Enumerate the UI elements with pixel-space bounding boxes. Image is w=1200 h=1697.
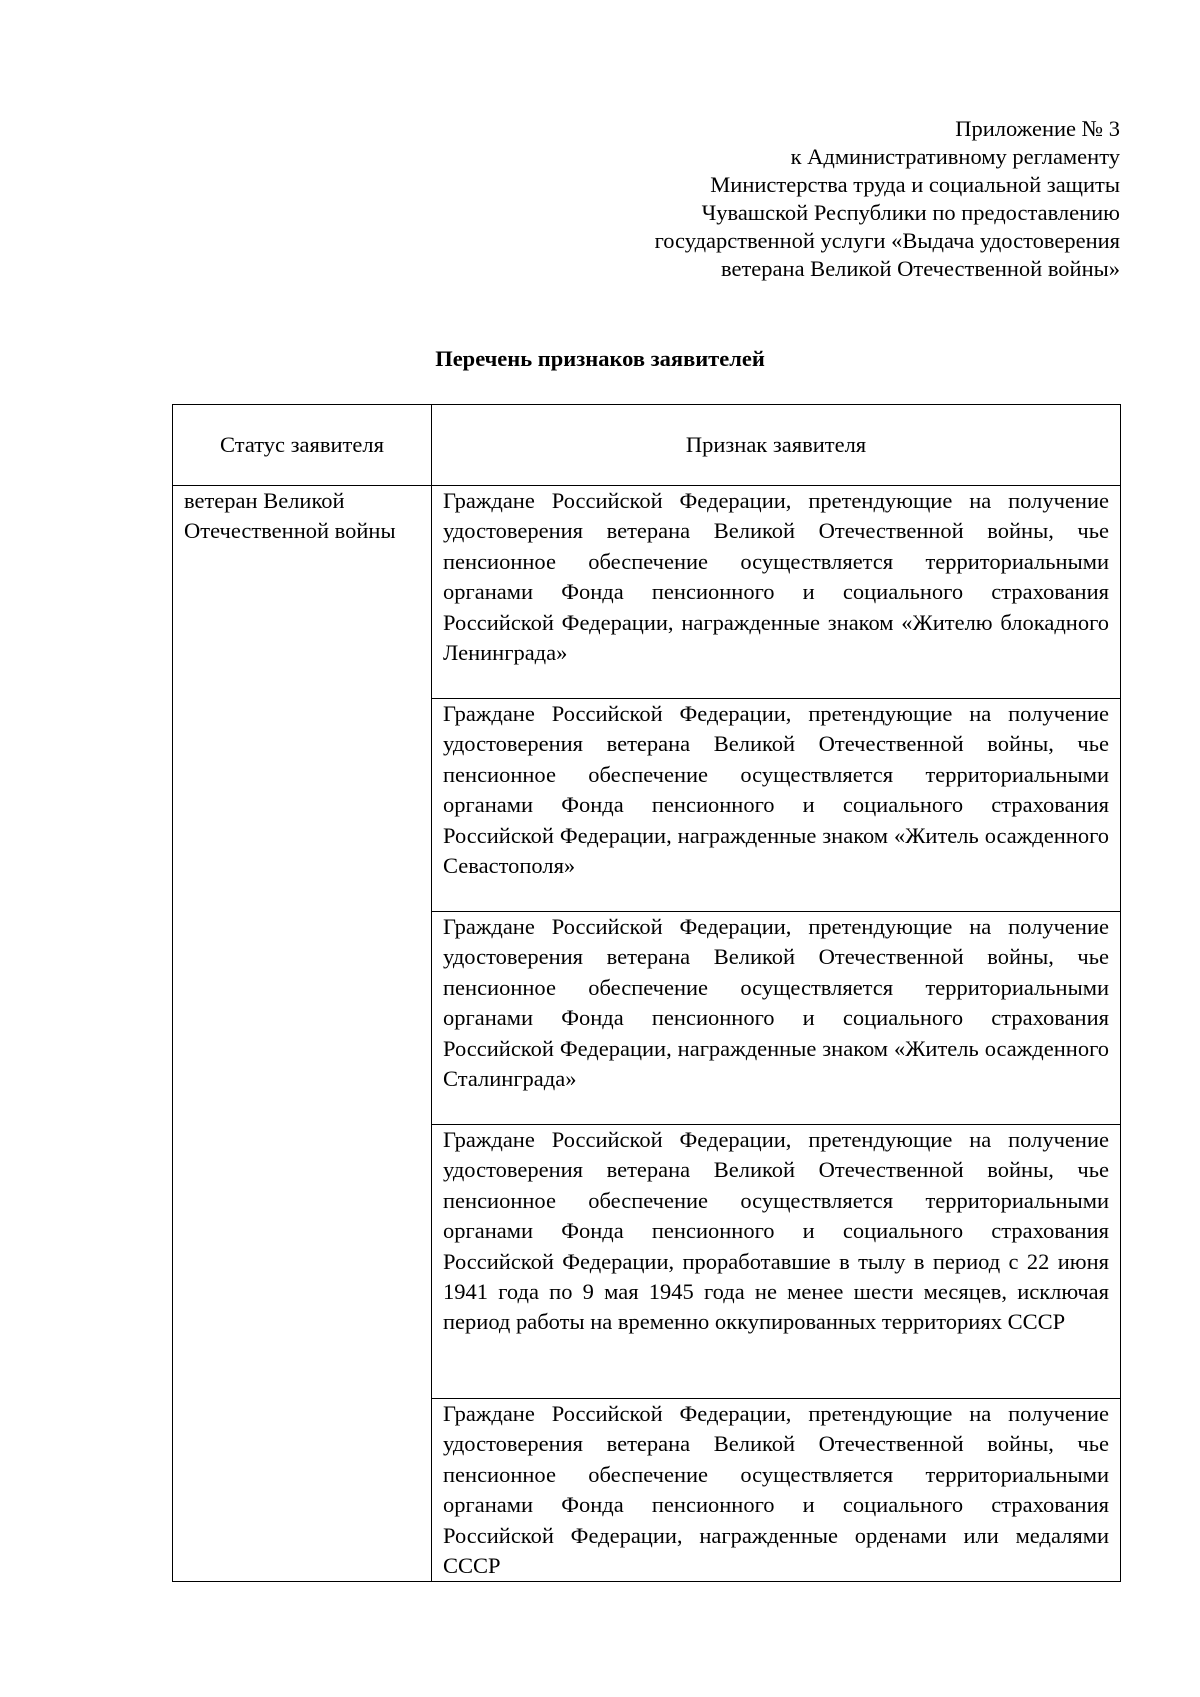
feature-cell: Граждане Российской Федерации, претендующие на получение удостоверения ветерана Великой Отечественной войны, чье пенсионное обеспечение осуществляется территориальными органами Фонда пенсионного и социального страхования Российской Федерации, награжденные знаком «Житель осажденного Севастополя» — [432, 699, 1121, 912]
appendix-line: Приложение № 3 — [955, 116, 1120, 141]
header-status: Статус заявителя — [173, 405, 432, 486]
header-feature: Признак заявителя — [432, 405, 1121, 486]
table-header-row — [173, 405, 1121, 486]
appendix-line: к Административному регламенту — [790, 144, 1120, 169]
appendix-line: государственной услуги «Выдача удостоверения — [654, 228, 1120, 253]
document-title: Перечень признаков заявителей — [435, 346, 765, 371]
feature-cell: Граждане Российской Федерации, претендующие на получение удостоверения ветерана Великой Отечественной войны, чье пенсионное обеспечение осуществляется территориальными органами Фонда пенсионного и социального страхования Российской Федерации, награжденные знаком «Житель осажденного Сталинграда» — [432, 912, 1121, 1125]
appendix-line: Чувашской Республики по предоставлению — [701, 200, 1120, 225]
feature-cell: Граждане Российской Федерации, претендующие на получение удостоверения ветерана Великой Отечественной войны, чье пенсионное обеспечение осуществляется территориальными органами Фонда пенсионного и социального страхования Российской Федерации, награжденные знаком «Жителю блокадного Ленинграда» — [432, 486, 1121, 699]
appendix-header — [500, 115, 1120, 283]
table-row — [173, 486, 1121, 699]
applicant-features-table — [172, 404, 1121, 1582]
appendix-line: ветерана Великой Отечественной войны» — [721, 256, 1120, 281]
status-cell: ветеран Великой Отечественной войны — [173, 486, 432, 1582]
feature-cell: Граждане Российской Федерации, претендующие на получение удостоверения ветерана Великой Отечественной войны, чье пенсионное обеспечение осуществляется территориальными органами Фонда пенсионного и социального страхования Российской Федерации, проработавшие в тылу в период с 22 июня 1941 года по 9 мая 1945 года не менее шести месяцев, исключая период работы на временно оккупированных территориях СССР — [432, 1125, 1121, 1399]
appendix-line: Министерства труда и социальной защиты — [710, 172, 1120, 197]
feature-cell: Граждане Российской Федерации, претендующие на получение удостоверения ветерана Великой Отечественной войны, чье пенсионное обеспечение осуществляется территориальными органами Фонда пенсионного и социального страхования Российской Федерации, награжденные орденами или медалями СССР — [432, 1399, 1121, 1582]
